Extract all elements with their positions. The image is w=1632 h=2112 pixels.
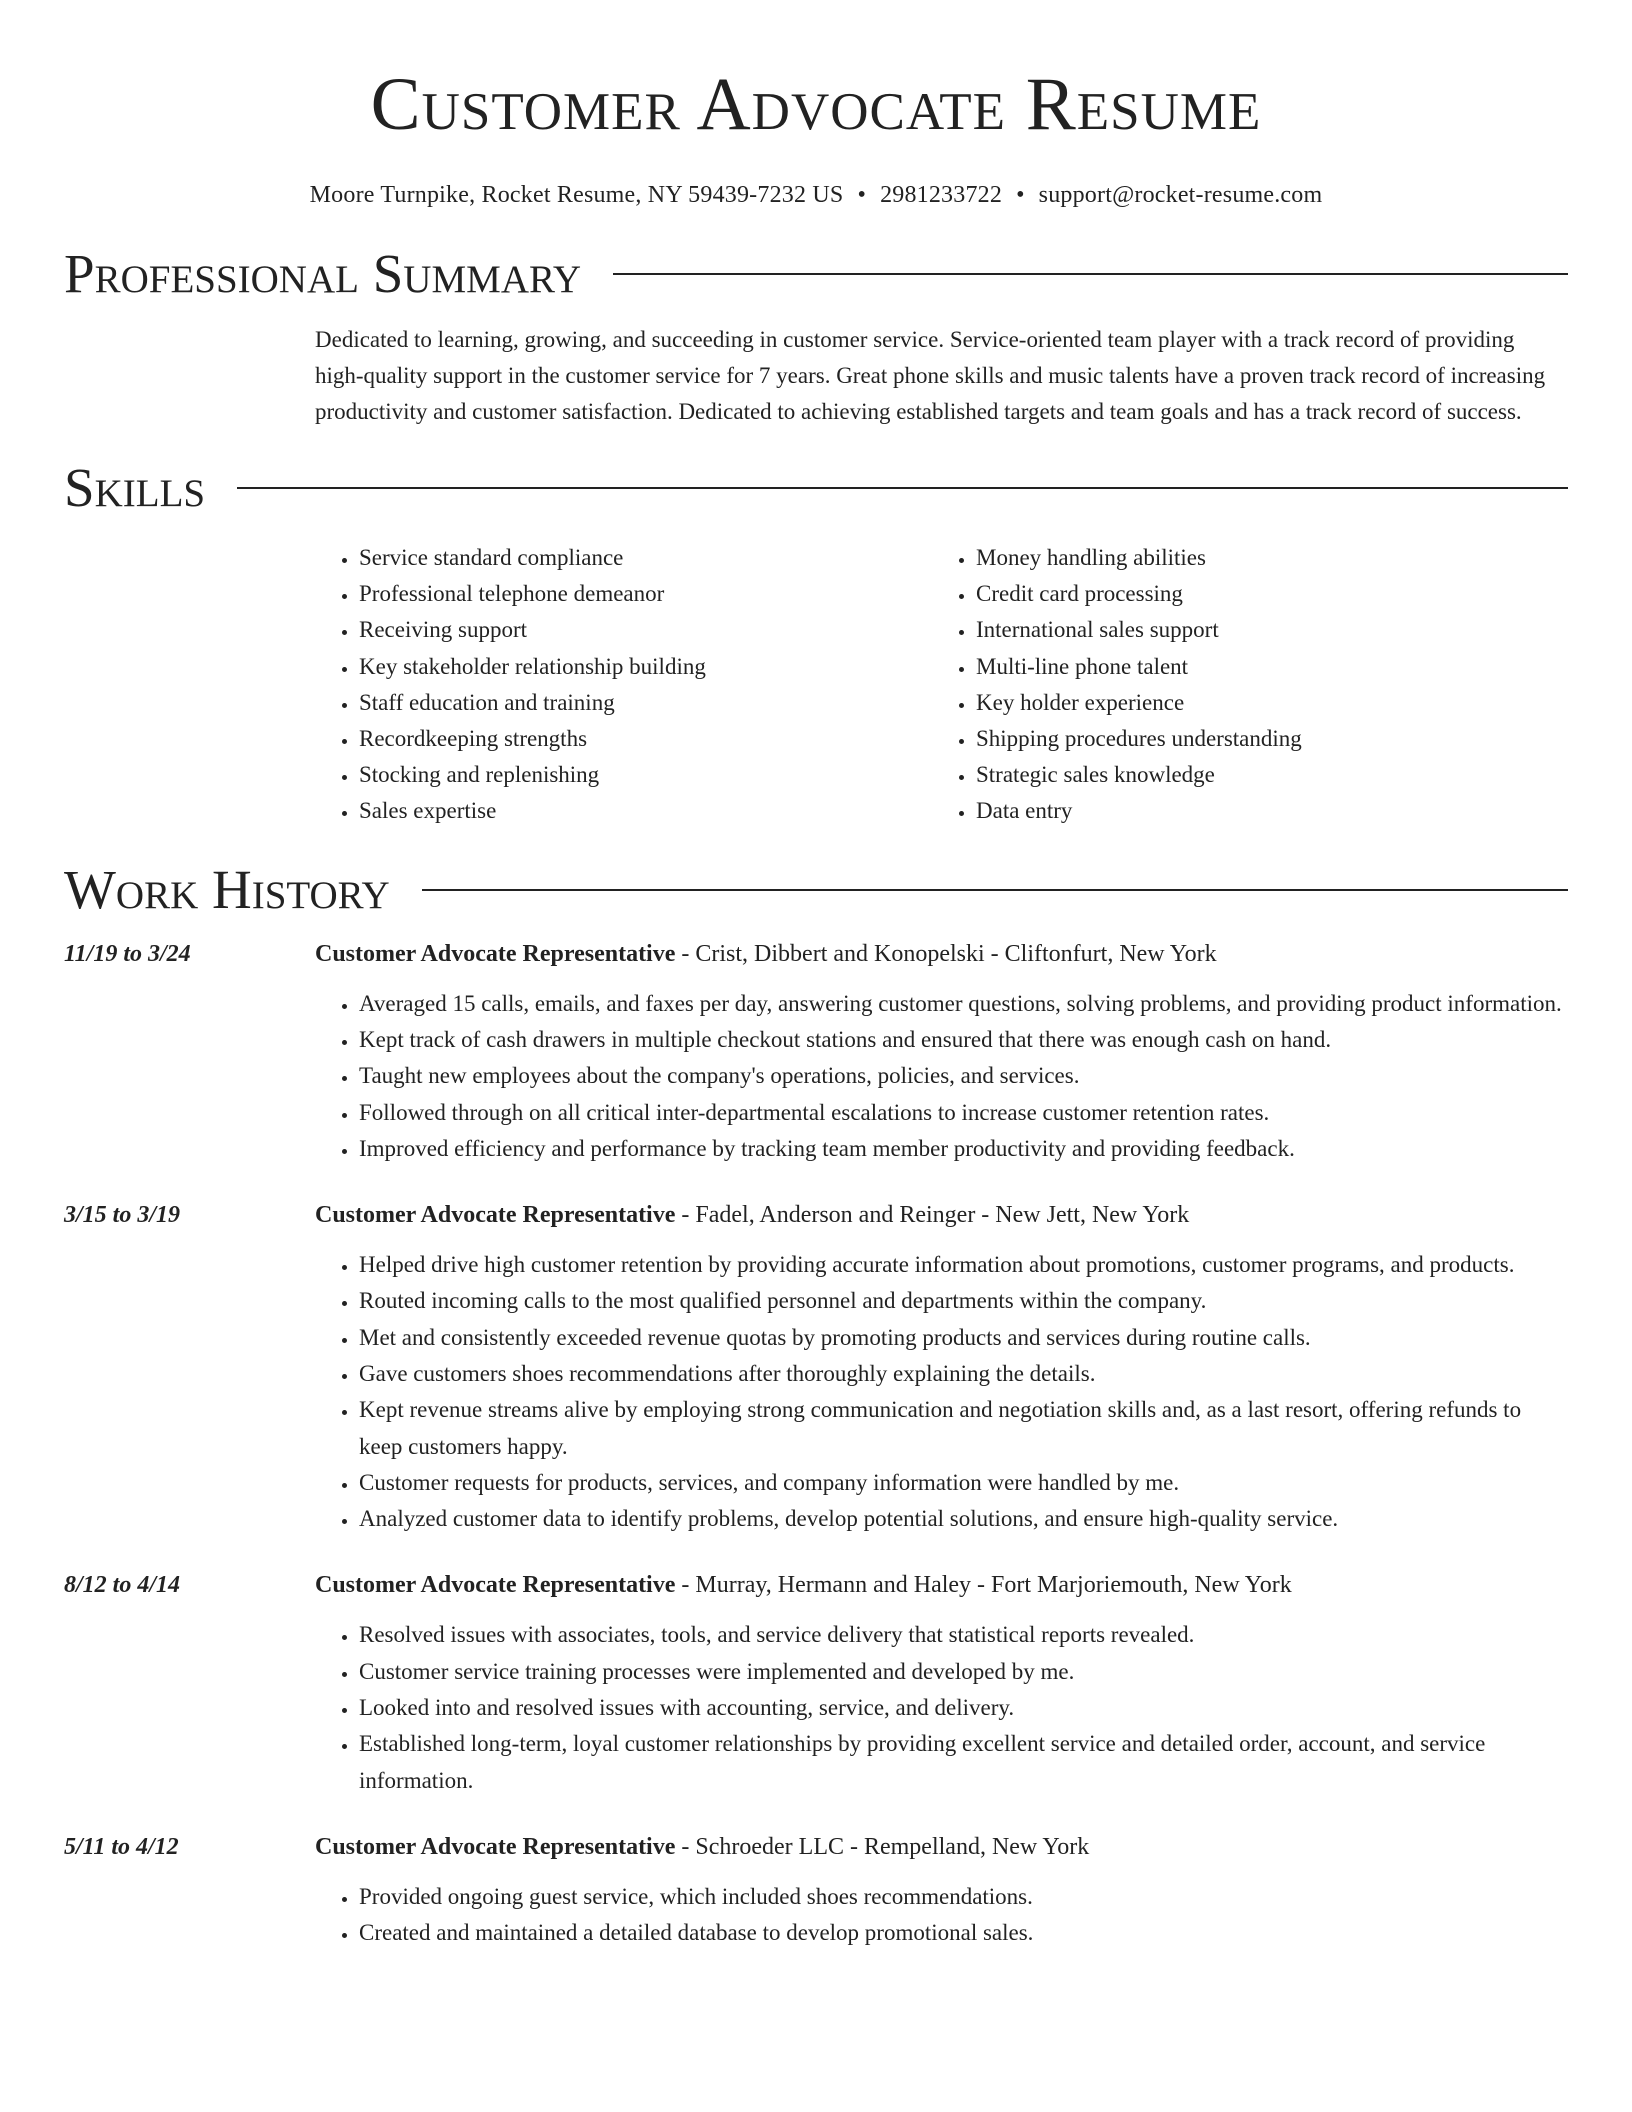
job-dates: 11/19 to 3/24 [64,940,191,967]
job-bullet: • Routed incoming calls to the most qualified personnel and departments within the company. [359,1283,1568,1319]
skill-item: • Professional telephone demeanor [359,576,932,612]
section-divider [422,889,1568,891]
job-heading [315,1829,1089,1865]
job-bullet: • Established long-term, loyal customer relationships by providing excellent service and detailed order, account, and service information. [359,1726,1568,1799]
skills-list [315,540,1568,830]
skill-item: • Money handling abilities [976,540,1549,576]
job-title: Customer Advocate Representative [315,940,676,967]
job-bullet: • Met and consistently exceeded revenue quotas by promoting products and services during routine calls. [359,1320,1568,1356]
job-title: Customer Advocate Representative [315,1572,676,1599]
job-header [64,1829,1568,1865]
job-entry [64,1567,1568,1798]
skill-item: • Receiving support [359,612,932,648]
summary-section-header [64,244,1568,304]
contact-separator: • [1016,182,1025,208]
skill-item: • International sales support [976,612,1549,648]
job-company: - Crist, Dibbert and Konopelski - Cliftonfurt, New York [675,940,1217,967]
skill-item: • Credit card processing [976,576,1549,612]
job-entry [64,1829,1568,1952]
job-bullet: • Created and maintained a detailed database to develop promotional sales. [359,1915,1568,1951]
job-bullet: • Analyzed customer data to identify problems, develop potential solutions, and ensure high-quality service. [359,1501,1568,1537]
job-heading [315,1567,1292,1603]
job-title: Customer Advocate Representative [315,1202,676,1229]
job-bullet: • Customer requests for products, services, and company information were handled by me. [359,1465,1568,1501]
job-heading [315,936,1217,972]
resume-title: Customer Advocate Resume [370,63,1262,146]
job-bullets [315,1247,1568,1537]
job-bullet: • Gave customers shoes recommendations after thoroughly explaining the details. [359,1356,1568,1392]
job-company: - Fadel, Anderson and Reinger - New Jett, New York [675,1202,1190,1229]
job-bullet: • Taught new employees about the company's operations, policies, and services. [359,1058,1568,1094]
job-dates: 8/12 to 4/14 [64,1572,181,1599]
section-divider [237,487,1568,489]
contact-email[interactable]: support@rocket-resume.com [1038,182,1323,208]
job-bullet: • Followed through on all critical inter-departmental escalations to increase customer retention rates. [359,1095,1568,1131]
skill-item: • Sales expertise [359,793,932,829]
job-company: - Murray, Hermann and Haley - Fort Marjoriemouth, New York [675,1572,1292,1599]
skill-item: • Service standard compliance [359,540,932,576]
skill-item: • Recordkeeping strengths [359,721,932,757]
job-bullet: • Resolved issues with associates, tools, and service delivery that statistical reports revealed. [359,1617,1568,1653]
job-company: - Schroeder LLC - Rempelland, New York [675,1833,1090,1860]
job-entry [64,1197,1568,1537]
skill-item: • Staff education and training [359,685,932,721]
skill-item: • Strategic sales knowledge [976,757,1549,793]
skill-item: • Key stakeholder relationship building [359,649,932,685]
work-section-header [64,860,1568,920]
skills-column-left [315,540,932,830]
job-bullets [315,1617,1568,1798]
work-heading: Work History [64,858,390,920]
skills-section-header [64,458,1568,518]
summary-heading: Professional Summary [64,243,582,304]
job-bullet: • Kept revenue streams alive by employing strong communication and negotiation skills and, as a last resort, offering refunds to keep customers happy. [359,1392,1568,1465]
skill-item: • Multi-line phone talent [976,649,1549,685]
job-header [64,1567,1568,1603]
job-header [64,1197,1568,1233]
skill-item: • Data entry [976,793,1549,829]
summary-text: Dedicated to learning, growing, and succeeding in customer service. Service-oriented team player with a track record of providing high-quality support in the customer service for 7 years. Great phone skills and music talents have a proven track record of increasing productivity and customer satisfaction. Dedicated to achieving established targets and team goals and has a track record of success. [315,327,1546,424]
contact-address: Moore Turnpike, Rocket Resume, NY 59439-7232 US [309,182,844,208]
job-bullet: • Provided ongoing guest service, which included shoes recommendations. [359,1879,1568,1915]
job-bullet: • Looked into and resolved issues with accounting, service, and delivery. [359,1690,1568,1726]
contact-phone: 2981233722 [880,182,1003,208]
job-bullet: • Customer service training processes were implemented and developed by me. [359,1654,1568,1690]
job-heading [315,1197,1189,1233]
job-dates: 5/11 to 4/12 [64,1833,179,1860]
skills-column-right [932,540,1549,830]
job-entry [64,936,1568,1167]
job-bullet: • Helped drive high customer retention by providing accurate information about promotions, customer programs, and products. [359,1247,1568,1283]
job-bullet: • Kept track of cash drawers in multiple checkout stations and ensured that there was enough cash on hand. [359,1022,1568,1058]
job-header [64,936,1568,972]
skill-item: • Stocking and replenishing [359,757,932,793]
job-bullets [315,986,1568,1167]
section-divider [613,273,1568,275]
contact-line [64,180,1568,210]
job-title: Customer Advocate Representative [315,1833,676,1860]
job-bullet: • Improved efficiency and performance by tracking team member productivity and providing feedback. [359,1131,1568,1167]
contact-separator: • [857,182,867,208]
skill-item: • Shipping procedures understanding [976,721,1549,757]
skills-heading: Skills [64,457,206,518]
job-bullets [315,1879,1568,1952]
skill-item: • Key holder experience [976,685,1549,721]
job-bullet: • Averaged 15 calls, emails, and faxes per day, answering customer questions, solving problems, and providing product information. [359,986,1568,1022]
job-dates: 3/15 to 3/19 [64,1202,181,1229]
